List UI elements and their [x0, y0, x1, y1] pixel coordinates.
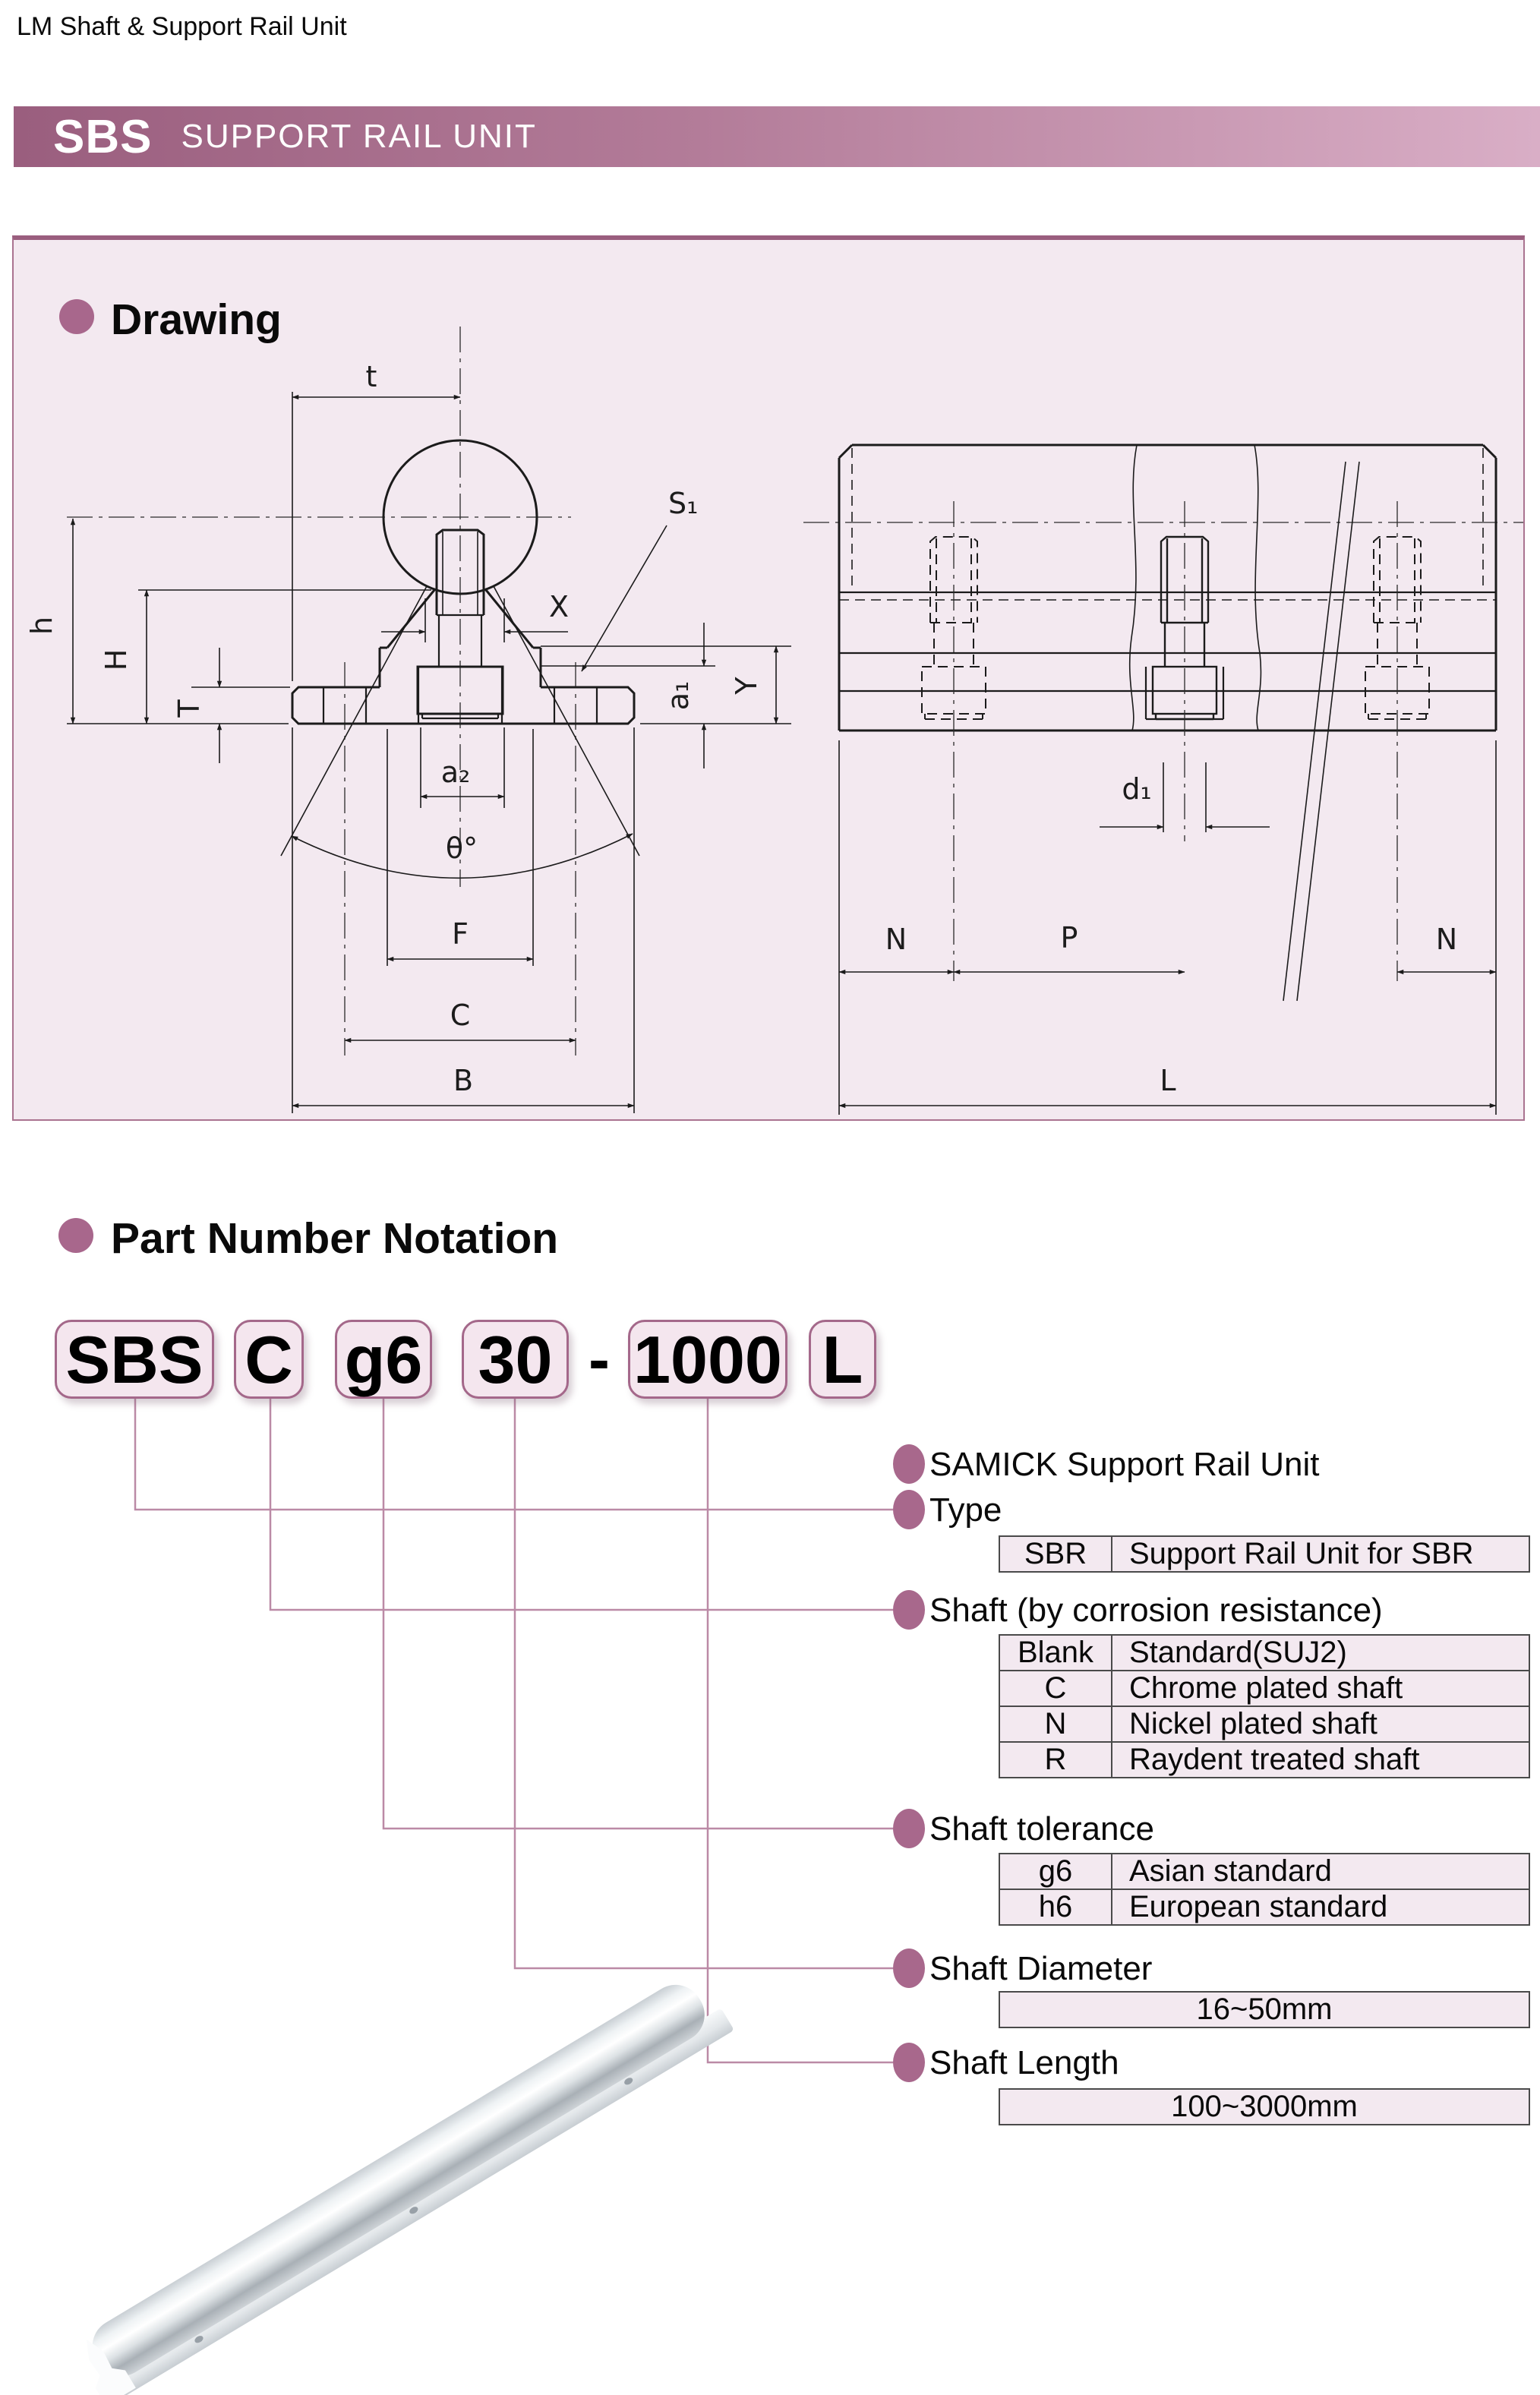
front-view: [25, 327, 791, 1113]
dim-label-h: h: [25, 616, 58, 636]
shaft-desc: Nickel plated shaft: [1112, 1706, 1529, 1742]
dim-label-Y: Y: [730, 677, 763, 695]
dim-label-F: F: [452, 917, 469, 951]
table-row: [999, 1706, 1529, 1742]
table-row: [999, 1671, 1529, 1706]
callout-bullet-tolerance: [893, 1809, 925, 1848]
rail-shaft: [82, 1974, 715, 2386]
pn-box-diameter: 30: [462, 1320, 569, 1399]
dim-label-theta: θ°: [445, 831, 478, 865]
table-row: [999, 1854, 1529, 1889]
shaft-code: C: [999, 1671, 1112, 1706]
page-header: LM Shaft & Support Rail Unit: [17, 12, 347, 41]
callout-label-samick: SAMICK Support Rail Unit: [929, 1446, 1320, 1483]
dim-label-N-right: N: [1435, 923, 1458, 956]
callout-label-type: Type: [929, 1491, 1002, 1529]
product-photo: [46, 1974, 729, 2384]
shaft-code: R: [999, 1742, 1112, 1778]
type-code: SBR: [999, 1536, 1112, 1572]
shaft-desc: Standard(SUJ2): [1112, 1635, 1529, 1671]
pn-box-shaft: C: [234, 1320, 304, 1399]
table-row: [999, 2089, 1529, 2125]
part-number-bullet-icon: [58, 1218, 93, 1253]
shaft-desc: Raydent treated shaft: [1112, 1742, 1529, 1778]
diameter-range: 16~50mm: [999, 1992, 1529, 2027]
callout-label-shaft: Shaft (by corrosion resistance): [929, 1592, 1383, 1629]
table-row: [999, 1992, 1529, 2027]
dim-label-S1: S₁: [668, 487, 699, 520]
dim-label-t: t: [365, 360, 377, 393]
drawing-heading: Drawing: [111, 295, 282, 344]
tolerance-code: h6: [999, 1889, 1112, 1925]
series-title: SUPPORT RAIL UNIT: [181, 118, 537, 155]
callout-bullet-type: [893, 1490, 925, 1529]
dim-label-B: B: [453, 1064, 474, 1097]
callout-connectors: [135, 1399, 893, 2062]
series-code: SBS: [53, 110, 153, 163]
shaft-desc: Chrome plated shaft: [1112, 1671, 1529, 1706]
pn-separator: -: [589, 1324, 610, 1395]
support-rail-render: [58, 1945, 734, 2395]
tolerance-code: g6: [999, 1854, 1112, 1889]
diameter-table: [999, 1991, 1530, 2028]
pn-box-length: 1000: [628, 1320, 787, 1399]
shaft-code: N: [999, 1706, 1112, 1742]
table-row: [999, 1889, 1529, 1925]
type-table: [999, 1535, 1530, 1573]
shaft-code: Blank: [999, 1635, 1112, 1671]
tolerance-desc: European standard: [1112, 1889, 1529, 1925]
type-desc: Support Rail Unit for SBR: [1112, 1536, 1529, 1572]
dim-label-X: X: [548, 590, 570, 623]
dim-label-T: T: [172, 699, 206, 718]
dim-label-d1: d₁: [1122, 772, 1152, 806]
dim-label-P: P: [1060, 921, 1078, 955]
tolerance-table: [999, 1853, 1530, 1926]
dim-label-N-left: N: [885, 923, 907, 956]
table-row: [999, 1742, 1529, 1778]
callout-label-diameter: Shaft Diameter: [929, 1950, 1153, 1987]
dim-label-a2: a₂: [440, 756, 471, 789]
length-table: [999, 2088, 1530, 2125]
dim-label-a1: a₁: [661, 680, 695, 711]
side-view: [803, 445, 1523, 1115]
length-range: 100~3000mm: [999, 2089, 1529, 2125]
dim-label-C: C: [450, 999, 471, 1032]
callout-bullet-samick: [893, 1444, 925, 1484]
callout-bullet-shaft: [893, 1590, 925, 1630]
pn-box-suffix: L: [809, 1320, 876, 1399]
tolerance-desc: Asian standard: [1112, 1854, 1529, 1889]
callout-bullet-length: [893, 2043, 925, 2082]
pn-box-tolerance: g6: [335, 1320, 432, 1399]
pn-box-series: SBS: [55, 1320, 214, 1399]
callout-bullet-diameter: [893, 1949, 925, 1988]
dim-label-L: L: [1160, 1064, 1176, 1097]
table-row: [999, 1536, 1529, 1572]
callout-label-length: Shaft Length: [929, 2044, 1119, 2081]
dim-label-H: H: [99, 648, 133, 671]
table-row: [999, 1635, 1529, 1671]
part-number-heading: Part Number Notation: [111, 1214, 559, 1263]
shaft-table: [999, 1634, 1530, 1778]
callout-label-tolerance: Shaft tolerance: [929, 1810, 1154, 1848]
